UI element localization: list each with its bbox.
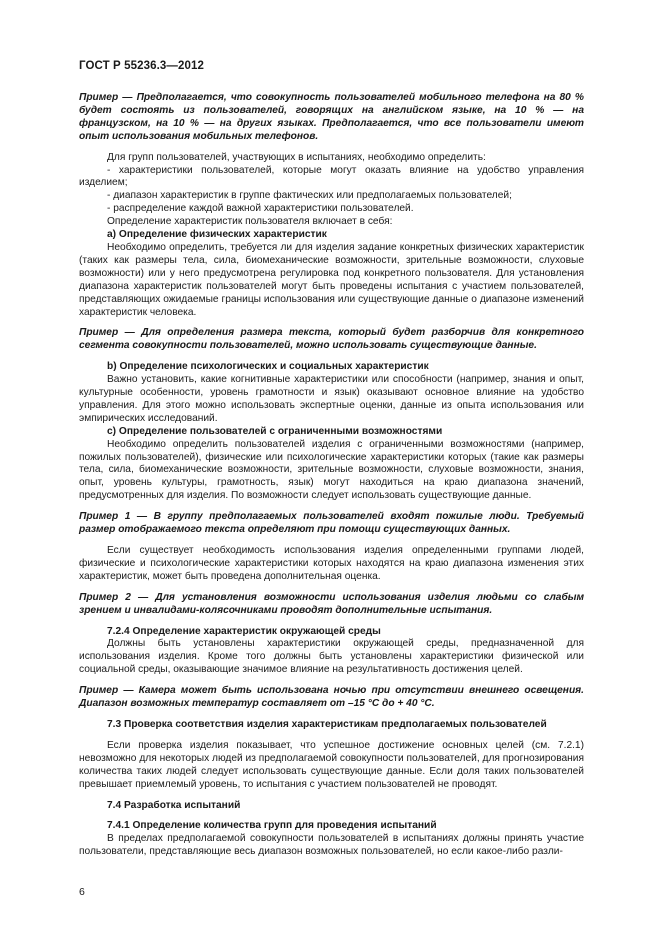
body-paragraph: Если проверка изделия показывает, что успешное достижение основных целей (см. 7.2.1) невозможно для некоторых людей из предполагаемой совокупности пользователей, для прогнозирования количества таких людей следует использовать существующие данные. Если доля таких пользователей превышает приемлемый уровень, то испытания с участием пользователей не проводят. [79, 739, 584, 790]
body-paragraph: - характеристики пользователей, которые могут оказать влияние на удобство управления изделием; [79, 164, 584, 189]
section-heading: 7.4 Разработка испытаний [107, 799, 241, 811]
section-heading: b) Определение психологических и социальных характеристик [107, 361, 429, 373]
paragraph-spacer [79, 792, 584, 800]
body-paragraph: Если существует необходимость использования изделия определенными группами людей, физические и психологические характеристики которых находятся на краю диапазона изменения этих характеристик, может быть проведена дополнительная оценка. [79, 545, 584, 582]
paragraph-spacer [79, 618, 584, 626]
document-header: ГОСТ Р 55236.3—2012 [79, 60, 204, 72]
paragraph-spacer [79, 584, 584, 592]
paragraph-spacer [79, 732, 584, 740]
document-body [79, 92, 584, 859]
body-paragraph: В пределах предполагаемой совокупности пользователей в испытаниях должны принять участие пользователи, представляющие весь диапазон возможных пользователей, но если какое-либо разли- [79, 833, 584, 858]
section-heading: a) Определение физических характеристик [107, 229, 327, 241]
section-heading: 7.4.1 Определение количества групп для проведения испытаний [107, 820, 437, 832]
body-paragraph: Определение характеристик пользователя включает в себя: [107, 216, 393, 228]
body-paragraph: Важно установить, какие когнитивные характеристики или способности (например, знания и опыт, культурные особенности, уровень грамотности и язык) оказывают основное влияние на удобство управления. Для этого можно использовать экспертные оценки, данные из опыта использования или эмпирических исследований. [79, 374, 584, 424]
body-paragraph: Необходимо определить пользователей изделия с ограниченными возможностями (например, пожилых пользователей), физические или психологические характеристики которых (такие как размеры тела, сила, биомеханические возможности, зрительные возможности, слуховые возможности, знания, опыт, уровень культуры, грамотность, язык) могут находиться на краю диапазона значений, предусмотренных для изделия. По возможности следует использовать существующие данные. [79, 438, 584, 502]
body-paragraph: Должны быть установлены характеристики окружающей среды, предназначенной для использования изделия. Кроме того должны быть установлены характеристики физической или социальной среды, оказывающие значимое влияние на результативность достижения целей. [79, 638, 584, 676]
example-note: Пример — Камера может быть использована ночью при отсутствии внешнего освещения. Диапазон возможных температур составляет от –15 °С до + 40 °С. [79, 685, 584, 710]
paragraph-spacer [79, 677, 584, 685]
body-paragraph: Для групп пользователей, участвующих в испытаниях, необходимо определить: [107, 151, 486, 163]
example-note: Пример — Предполагается, что совокупность пользователей мобильного телефона на 80 % будет состоять из пользователей, говорящих на английском языке, на 10 % — на французском, на 10 % — на других языках. Предполагается, что все пользователи имеют опыт использования мобильных телефонов. [79, 92, 584, 142]
body-paragraph: - распределение каждой важной характеристики пользователей. [107, 203, 414, 215]
body-paragraph: - диапазон характеристик в группе фактических или предполагаемых пользователей; [107, 190, 512, 202]
paragraph-spacer [79, 353, 584, 361]
paragraph-spacer [79, 144, 584, 152]
body-paragraph: Необходимо определить, требуется ли для изделия задание конкретных физических характеристик (таких как размеры тела, сила, биомеханические возможности, зрительные возможности, слуховые возможности) или у него предусмотрена регулировка под конкретного пользователя. Для установления диапазона характеристик пользователей могут быть проведены испытания с участием пользователей, представляющих ожидаемые границы использования или существующие данные о диапазоне изменений характеристик человека. [79, 241, 584, 318]
example-note: Пример 1 — В группу предполагаемых пользователей входят пожилые люди. Требуемый размер отображаемого текста определяют при помощи существующих данных. [79, 511, 584, 536]
paragraph-spacer [79, 812, 584, 820]
section-heading: 7.2.4 Определение характеристик окружающей среды [107, 625, 381, 637]
paragraph-spacer [79, 711, 584, 719]
paragraph-spacer [79, 537, 584, 545]
section-heading: c) Определение пользователей с ограниченными возможностями [107, 425, 443, 437]
page-number: 6 [79, 886, 85, 898]
section-heading: 7.3 Проверка соответствия изделия характеристикам предполагаемых пользователей [107, 718, 547, 730]
example-note: Пример 2 — Для установления возможности использования изделия людьми со слабым зрением и инвалидами-колясочниками проводят дополнительные испытания. [79, 591, 584, 616]
paragraph-spacer [79, 503, 584, 511]
example-note: Пример — Для определения размера текста, который будет разборчив для конкретного сегмента совокупности пользователей, можно использовать существующие данные. [79, 327, 584, 352]
